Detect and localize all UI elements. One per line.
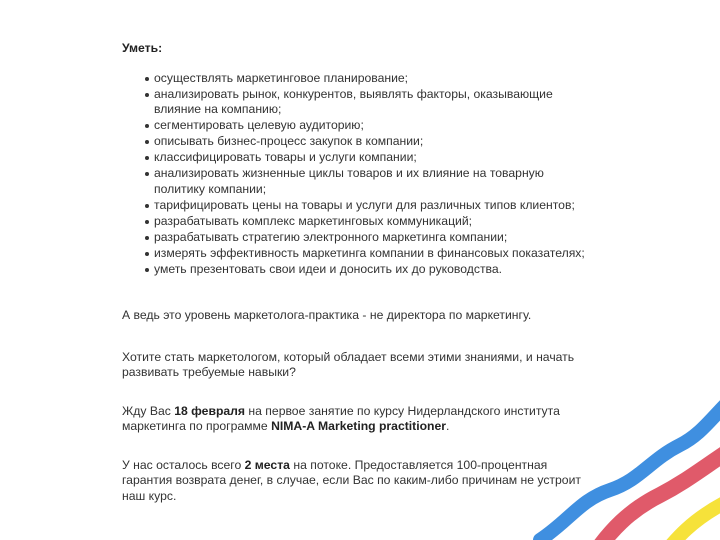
list-item: измерять эффективность маркетинга компании в финансовых показателях; — [122, 246, 592, 262]
invitation-text: . — [446, 419, 450, 433]
list-item: тарифицировать цены на товары и услуги для различных типов клиентов; — [122, 198, 592, 214]
guarantee-paragraph — [122, 458, 592, 505]
invitation-paragraph — [122, 404, 592, 435]
list-item: разрабатывать стратегию электронного маркетинга компании; — [122, 230, 592, 246]
invitation-text: Жду Вас — [122, 403, 175, 418]
list-item: анализировать жизненные циклы товаров и их влияние на товарную политику компании; — [122, 166, 592, 197]
seats-left: 2 места — [244, 457, 290, 472]
list-item: уметь презентовать свои идеи и доносить их до руководства. — [122, 262, 592, 278]
course-date: 18 февраля — [174, 403, 246, 418]
document-body — [122, 41, 592, 504]
list-item: разрабатывать комплекс маркетинговых коммуникаций; — [122, 214, 592, 230]
list-item: классифицировать товары и услуги компании; — [122, 150, 592, 166]
question-paragraph: Хотите стать маркетологом, который обладает всеми этими знаниями, и начать развивать требуемые навыки? — [122, 349, 575, 379]
program-name: NIMA-A Marketing practitioner — [271, 419, 447, 433]
practitioner-note: А ведь это уровень маркетолога-практика - не директора по маркетингу. — [122, 308, 532, 322]
list-item: анализировать рынок, конкурентов, выявлять факторы, оказывающие влияние на компанию; — [122, 87, 592, 118]
guarantee-text: на потоке. Предоставляется 100-процентная гарантия возврата денег, в случае, если Вас по каким-либо причинам не устроит наш курс. — [122, 457, 581, 503]
decorative-stripes — [530, 390, 720, 540]
list-item: описывать бизнес-процесс закупок в компании; — [122, 134, 592, 150]
list-item: сегментировать целевую аудиторию; — [122, 118, 592, 134]
skills-list — [122, 71, 592, 278]
invitation-text: на первое занятие по курсу Нидерландского института маркетинга по программе — [122, 403, 560, 433]
section-heading: Уметь: — [122, 41, 163, 55]
list-item: осуществлять маркетинговое планирование; — [122, 71, 592, 87]
stripe-yellow — [655, 500, 720, 540]
guarantee-text: У нас осталось всего — [122, 457, 245, 472]
